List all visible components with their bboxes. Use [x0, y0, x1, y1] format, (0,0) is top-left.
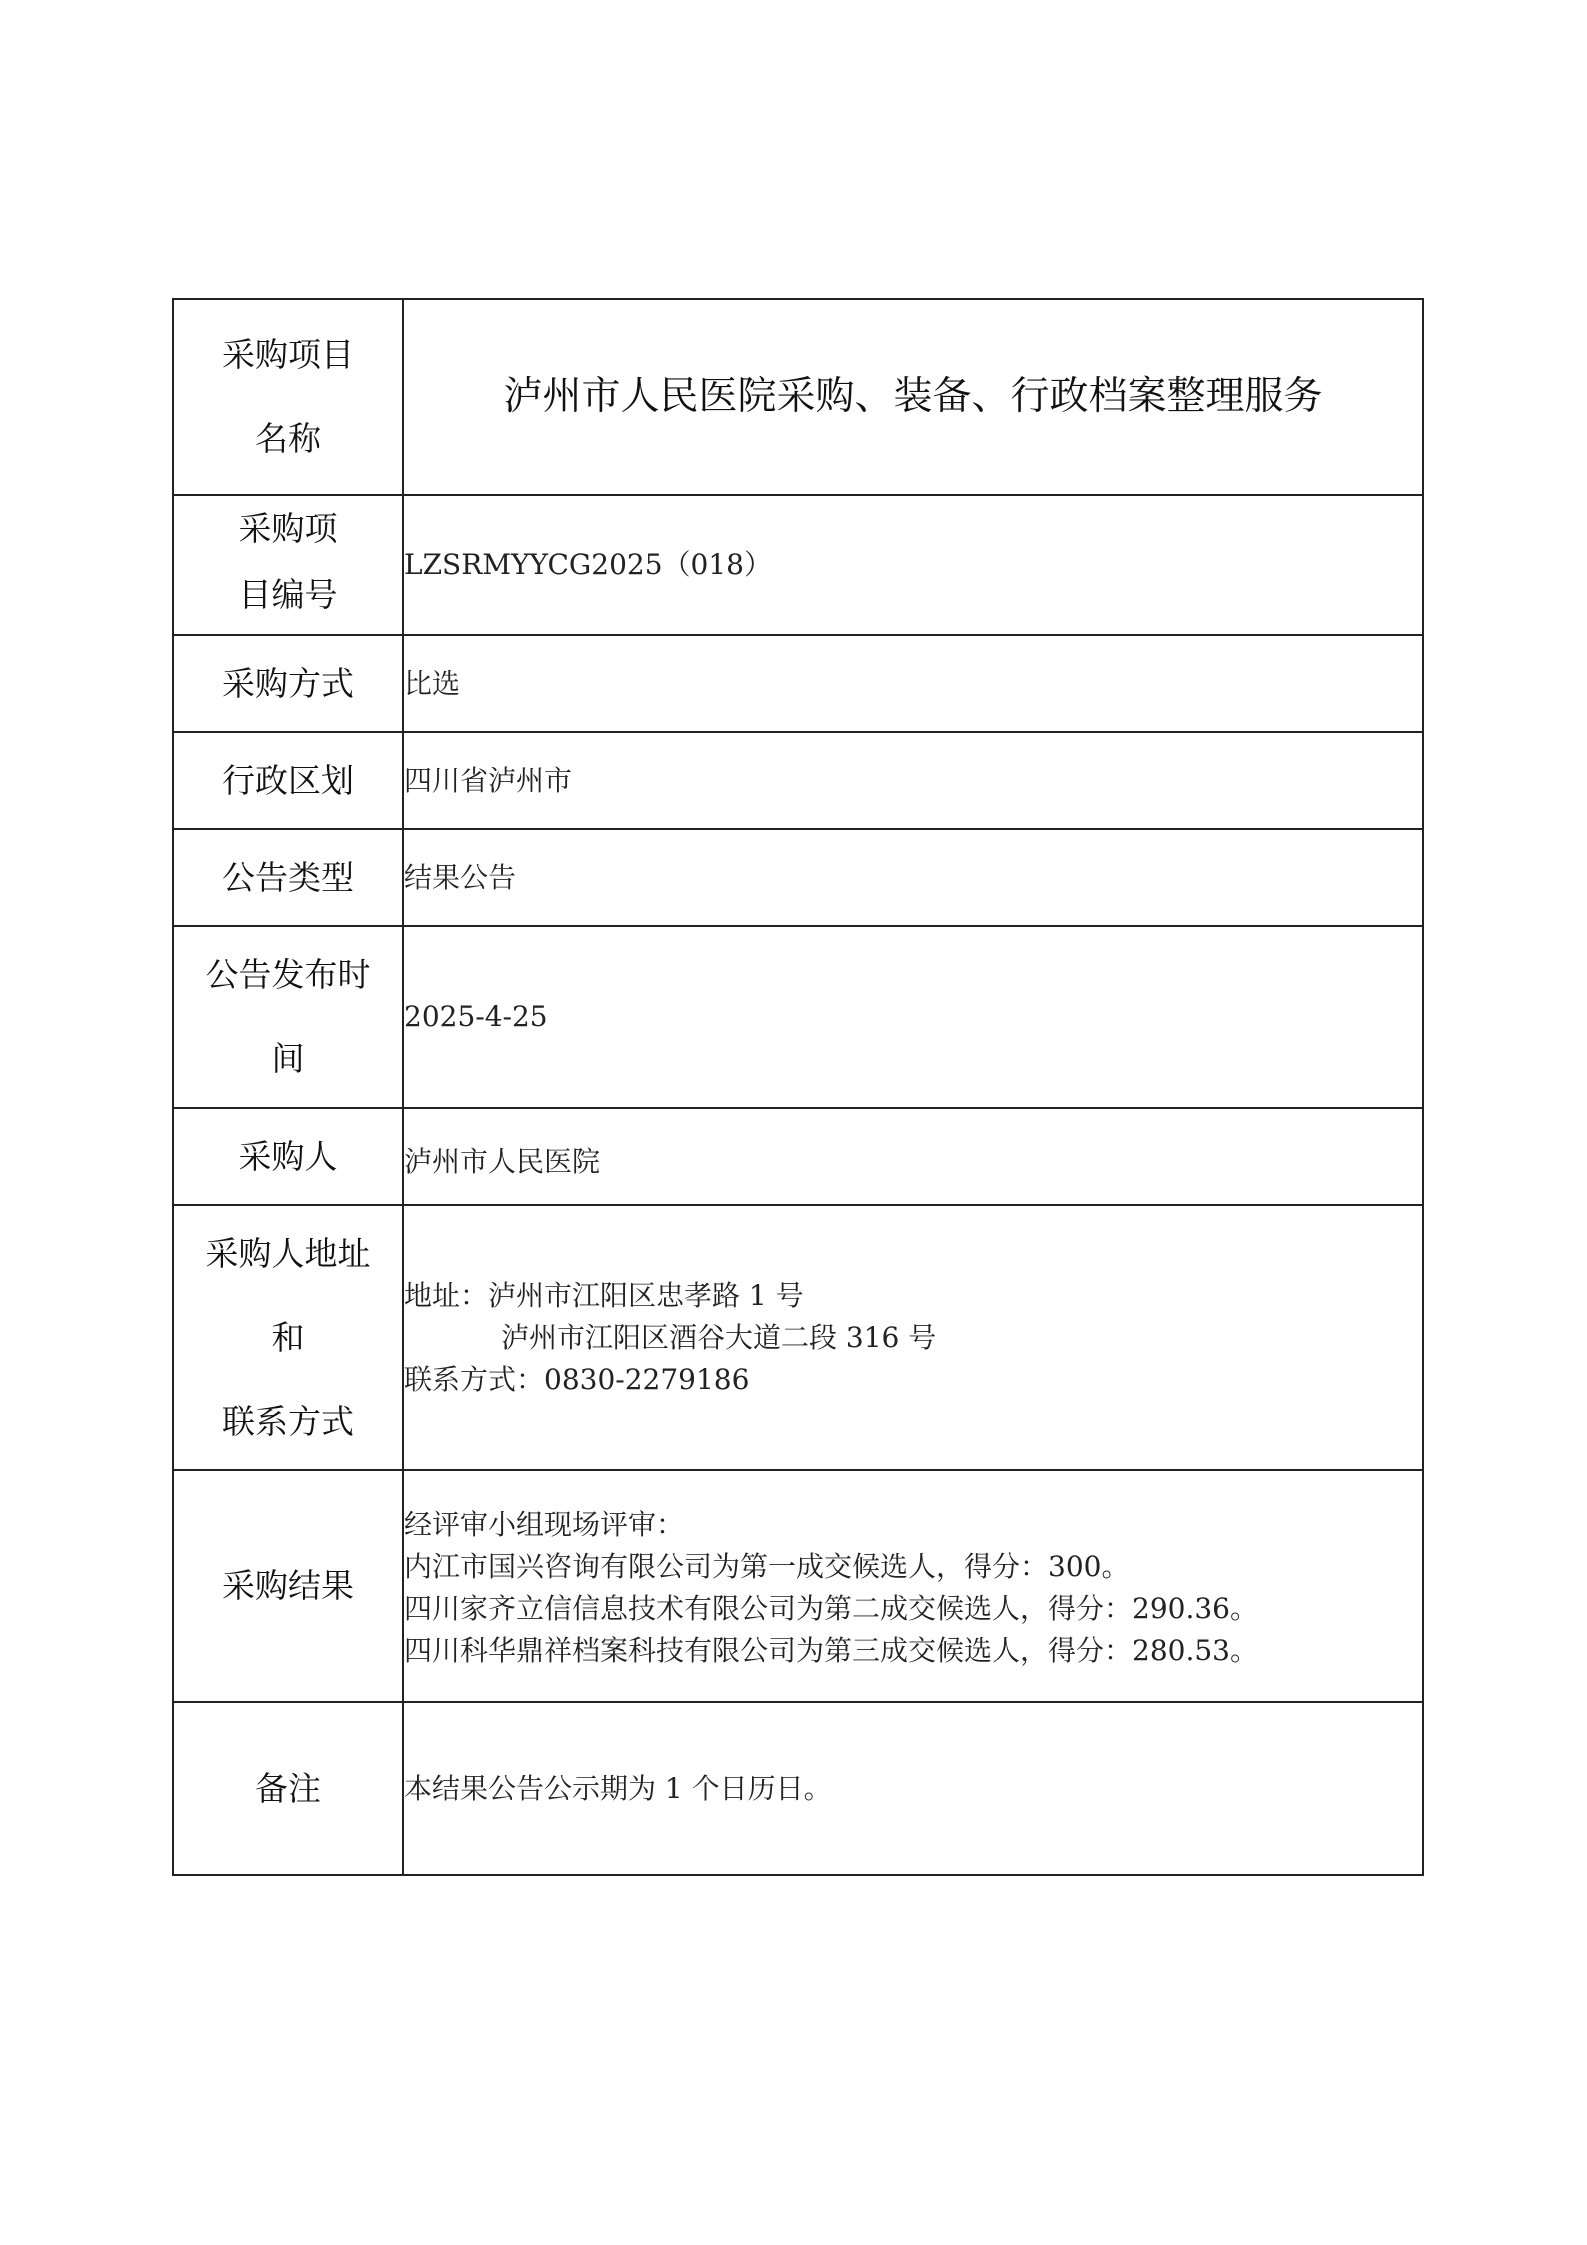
row-project-name	[173, 299, 1423, 495]
procurement-method-value: 比选	[403, 635, 1423, 732]
project-number-label: 采购项目编号	[173, 495, 403, 635]
notice-type-value: 结果公告	[403, 829, 1423, 926]
remarks-label: 备注	[173, 1702, 403, 1875]
remarks-value: 本结果公告公示期为 1 个日历日。	[403, 1702, 1423, 1875]
result-candidate-3: 四川科华鼎祥档案科技有限公司为第三成交候选人，得分：280.53。	[404, 1634, 1258, 1667]
row-procurement-method	[173, 635, 1423, 732]
purchaser-contact-label: 采购人地址 和 联系方式	[173, 1205, 403, 1470]
project-number-value: LZSRMYYCG2025（018）	[403, 495, 1423, 635]
purchaser-label: 采购人	[173, 1108, 403, 1205]
row-remarks	[173, 1702, 1423, 1875]
row-purchaser-contact	[173, 1205, 1423, 1470]
notice-type-label: 公告类型	[173, 829, 403, 926]
address-line-1: 地址：泸州市江阳区忠孝路 1 号	[404, 1278, 804, 1312]
admin-region-value: 四川省泸州市	[403, 732, 1423, 829]
project-name-value: 泸州市人民医院采购、装备、行政档案整理服务	[403, 299, 1423, 495]
procurement-method-label: 采购方式	[173, 635, 403, 732]
row-publish-time	[173, 926, 1423, 1108]
result-value	[403, 1470, 1423, 1702]
result-label: 采购结果	[173, 1470, 403, 1702]
row-purchaser	[173, 1108, 1423, 1205]
result-candidate-2: 四川家齐立信信息技术有限公司为第二成交候选人，得分：290.36。	[404, 1592, 1258, 1625]
publish-time-value: 2025-4-25	[403, 926, 1423, 1108]
row-notice-type	[173, 829, 1423, 926]
result-intro: 经评审小组现场评审：	[404, 1508, 685, 1541]
procurement-result-table	[172, 298, 1424, 1876]
row-project-number	[173, 495, 1423, 635]
publish-time-label: 公告发布时 间	[173, 926, 403, 1108]
purchaser-value: 泸州市人民医院	[403, 1108, 1423, 1205]
purchaser-contact-value	[403, 1205, 1423, 1470]
admin-region-label: 行政区划	[173, 732, 403, 829]
project-name-label: 采购项目 名称	[173, 299, 403, 495]
row-result	[173, 1470, 1423, 1702]
result-candidate-1: 内江市国兴咨询有限公司为第一成交候选人，得分：300。	[404, 1550, 1130, 1583]
contact-phone: 联系方式：0830-2279186	[404, 1362, 750, 1396]
address-line-2: 泸州市江阳区酒谷大道二段 316 号	[501, 1320, 937, 1354]
row-admin-region	[173, 732, 1423, 829]
